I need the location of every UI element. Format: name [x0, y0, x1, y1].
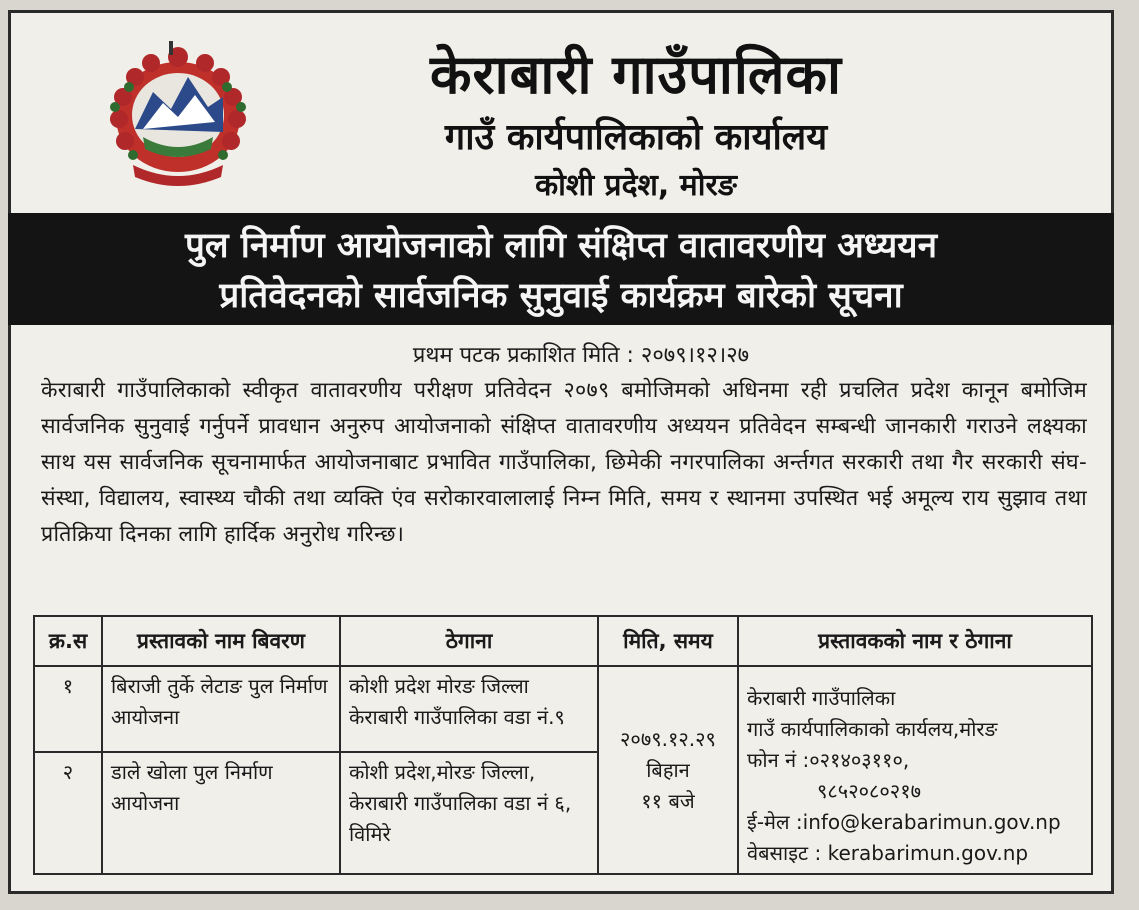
schedule-table — [33, 615, 1093, 875]
headline-line-2: प्रतिवेदनको सार्वजनिक सुनुवाई कार्यक्रम बारेको सूचना — [219, 276, 903, 316]
office-subtitle: गाउँ कार्यपालिकाको कार्यालय — [444, 117, 828, 158]
proponent-name: केराबारी गाउँपालिका — [747, 686, 896, 710]
header-proposal-name: प्रस्तावको नाम बिवरण — [102, 616, 340, 666]
notice-headline-banner — [8, 213, 1114, 325]
proponent-phone: फोन नं :०२१४०३११०, — [747, 748, 910, 772]
table-row — [34, 666, 1092, 752]
hearing-time: ११ बजे — [641, 788, 695, 813]
office-location: कोशी प्रदेश, मोरङ — [535, 168, 737, 203]
row-proposal-name: डाले खोला पुल निर्माण आयोजना — [102, 752, 340, 874]
hearing-date: २०७९.१२.२९ — [620, 726, 716, 751]
office-title: केराबारी गाउँपालिका — [430, 43, 842, 106]
proponent-email: ई-मेल :info@kerabarimun.gov.np — [747, 810, 1061, 834]
proponent-website: वेबसाइट : kerabarimun.gov.np — [747, 841, 1029, 865]
proponent-details — [738, 666, 1092, 874]
row-sn: १ — [34, 666, 102, 752]
header-sn: क्र.स — [34, 616, 102, 666]
row-sn: २ — [34, 752, 102, 874]
row-address: कोशी प्रदेश,मोरङ जिल्ला, केराबारी गाउँपालिका वडा नं ६, विमिरे — [340, 752, 598, 874]
headline-line-1: पुल निर्माण आयोजनाको लागि संक्षिप्त वातावरणीय अध्ययन — [184, 226, 938, 266]
hearing-date-time — [598, 666, 738, 874]
table-header-row — [34, 616, 1092, 666]
public-notice — [8, 10, 1114, 894]
header-proponent: प्रस्तावकको नाम र ठेगाना — [738, 616, 1092, 666]
hearing-time-part: बिहान — [646, 757, 690, 782]
notice-body-text: केराबारी गाउँपालिकाको स्वीकृत वातावरणीय परीक्षण प्रतिवेदन २०७९ बमोजिमको अधिनमा रही प्रचलित प्रदेश कानून बमोजिम सार्वजनिक सुनुवाई गर्नुपर्ने प्रावधान अनुरुप आयोजनाको संक्षिप्त वातावरणीय अध्ययन प्रतिवेदन सम्बन्धी जानकारी गराउने लक्ष्यका साथ यस सार्वजनिक सूचनामार्फत आयोजनाबाट प्रभावित गाउँपालिका, छिमेकी नगरपालिका अर्न्तगत सरकारी तथा गैर सरकारी संघ-संस्था, विद्यालय, स्वास्थ्य चौकी तथा व्यक्ति एंव सरोकारवालालाई निम्न मिति, समय र स्थानमा उपस्थित भई अमूल्य राय सुझाव तथा प्रतिक्रिया दिनका लागि हार्दिक अनुरोध गरिन्छ। — [41, 378, 1087, 547]
proponent-phone-2: ९८५२०८०२१७ — [817, 779, 921, 803]
row-address: कोशी प्रदेश मोरङ जिल्ला केराबारी गाउँपालिका वडा नं.९ — [340, 666, 598, 752]
header-address: ठेगाना — [340, 616, 598, 666]
row-proposal-name: बिराजी तुर्के लेटाङ पुल निर्माण आयोजना — [102, 666, 340, 752]
header-date-time: मिति, समय — [598, 616, 738, 666]
publication-date: प्रथम पटक प्रकाशित मिति : २०७९।१२।२७ — [412, 343, 750, 368]
proponent-office: गाउँ कार्यपालिकाको कार्यलय,मोरङ — [747, 717, 998, 741]
